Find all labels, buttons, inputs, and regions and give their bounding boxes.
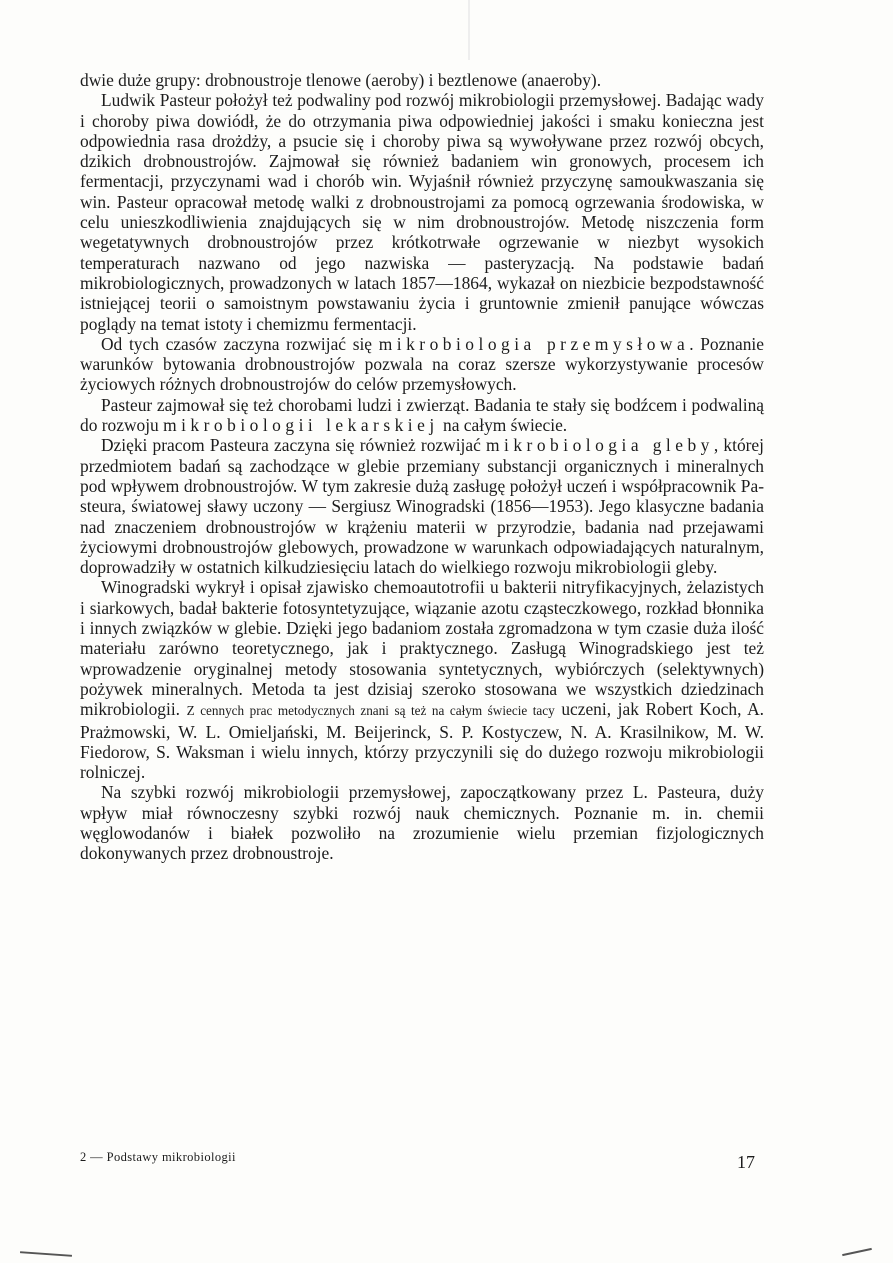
paragraph-6 <box>80 577 764 782</box>
spaced-term-industrial-microbiology: mikrobiologia przemysłowa <box>378 333 690 354</box>
paragraph-6-text-end: uczeni, jak Robert Koch, A. Prażmowski, W. L. Omieljański, M. Beijerinck, S. P. Kostyczew, N. A. Krasilnikow, M. W. Fiedorow, S. Waksman i wielu innych, którzy przyczynili się do dużego rozwoju mikrobiologii rolniczej. <box>80 699 764 783</box>
printer-signature: 2 — Podstawy mikrobiologii <box>80 1150 236 1164</box>
paragraph-1: dwie duże grupy: drobnoustroje tlenowe (aeroby) i beztlenowe (anaeroby). <box>80 70 602 90</box>
scan-shadow-line <box>468 0 470 60</box>
paragraph-3-text-end: . Poznanie warunków bytowania drobnoustrojów pozwala na coraz szersze wykorzystywanie procesów życiowych różnych drobnoustrojów do celów przemysłowych. <box>80 333 764 395</box>
paragraph-3 <box>80 334 764 395</box>
page-number: 17 <box>737 1152 755 1172</box>
spaced-term-medical-microbiology: mikrobiologii lekarskiej <box>163 415 439 436</box>
paragraph-4 <box>80 395 764 436</box>
paragraph-5 <box>80 435 764 577</box>
spaced-term-soil-microbiology: mikrobiologia gleby <box>486 435 714 456</box>
page-text <box>80 70 764 864</box>
paragraph-4-text: Pasteur zajmował się też chorobami ludzi i zwierząt. Badania te stały się bodźcem i podwaliną do rozwoju <box>80 394 764 436</box>
paragraph-5-text-end: , której przedmiotem badań są zachodzące w glebie przemiany substancji organicznych i mineralnych pod wpływem drobnoustrojów. W tym zakresie dużą zasługę położył uczeń i współpracownik Pasteura, światowej sławy uczony — Sergiusz Winogradski (1856—1953). Jego klasyczne badania nad znaczeniem drobnoustrojów w krążeniu materii w przyrodzie, badania nad przejawami życiowymi drobnoustrojów glebowych, prowadzone w warunkach odpowiadających naturalnym, doprowadziły w ostatnich kilkudziesięciu latach do wielkiego rozwoju mikrobiologii gleby. <box>80 435 764 578</box>
paragraph-7: Na szybki rozwój mikrobiologii przemysłowej, zapoczątkowany przez L. Pasteura, duży wpływ miał równoczesny szybki rozwój nauk chemicznych. Poznanie m. in. chemii węglowodanów i białek pozwoliło na zrozumienie wielu przemian fizjologicznych dokonywanych przez drobnoustroje. <box>80 782 764 864</box>
paragraph-4-text-end: na całym świecie. <box>438 415 568 436</box>
paragraph-6-text: Winogradski wykrył i opisał zjawisko chemoautotrofii u bakterii nitryfikacyjnych, żelazistych i siarkowych, badał bakterie fotosyntetyzujące, wiązanie azotu cząsteczkowego, rozkład błonnika i innych związków w glebie. Dzięki jego badaniom została zgromadzona w tym czasie duża ilość materiału zarówno teoretycznego, jak i praktycznego. Zasługą Winogradskiego jest też wprowadzenie oryginalnej metody stosowania syntetycznych, wybiórczych (selektywnych) pożywek mineralnych. Metoda ta jest dzisiaj szeroko stosowana we wszystkich dziedzinach mikrobiologii. <box>80 577 764 720</box>
paragraph-6-small-print: Z cennych prac metodycznych znani są też na całym świecie tacy <box>186 703 555 719</box>
paragraph-5-text: Dzięki pracom Pasteura zaczyna się również rozwijać <box>101 435 486 456</box>
scan-mark-bottom-right <box>842 1248 872 1256</box>
paragraph-2: Ludwik Pasteur położył też podwaliny pod rozwój mikrobiologii przemysłowej. Badając wady i choroby piwa dowiódł, że do otrzymania piwa odpowiedniej jakości i smaku konieczna jest odpowiednia rasa drożdży, a psucie się i choroby piwa są wywoływane przez rozwój obcych, dzikich drobnoustrojów. Zajmował się również badaniem win gronowych, procesem ich fermentacji, przyczynami wad i chorób win. Wyjaśnił również przyczynę samoukwaszania się win. Pasteur opracował metodę walki z drobnoustrojami za pomocą ogrzewania środowiska, w celu unieszkodliwienia znajdujących się w nim drobnoustrojów. Metodę niszczenia form wegetatywnych drobnoustrojów przez krótkotrwałe ogrzewanie w niezbyt wysokich temperaturach nazwano od jego nazwiska — pasteryzacją. Na podstawie badań mikrobiologicznych, prowadzonych w latach 1857—1864, wykazał on niezbicie bezpodstawność istniejącej teorii o samoistnym powstawaniu życia i gruntownie zmienił panujące wówczas poglądy na temat istoty i chemizmu fermentacji. <box>80 90 764 334</box>
scan-mark-bottom-left <box>20 1251 72 1257</box>
paragraph-3-text: Od tych czasów zaczyna rozwijać się <box>101 333 379 354</box>
